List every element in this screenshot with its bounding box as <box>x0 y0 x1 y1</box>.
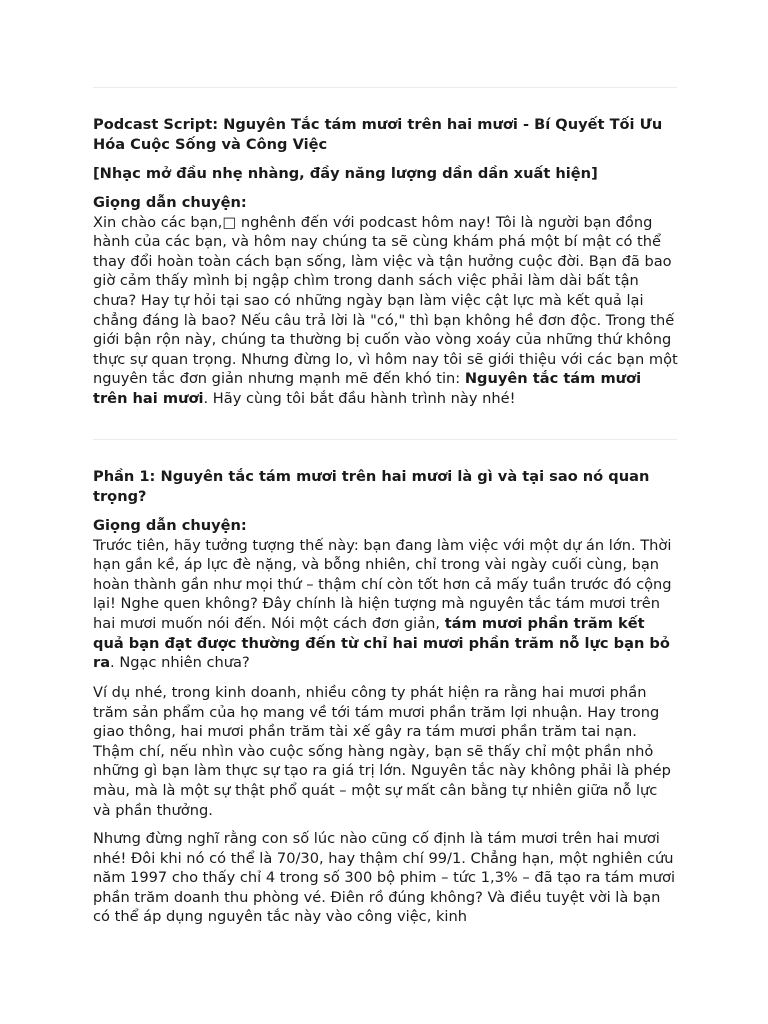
part1-paragraph-2: Ví dụ nhé, trong kinh doanh, nhiều công ty phát hiện ra rằng hai mươi phần trăm sản phẩm của họ mang về tới tám mươi phần trăm lợi nhuận. Hay trong giao thông, hai mươi phần trăm tài xế gây ra tám mươi phần trăm tai nạn. Thậm chí, nếu nhìn vào cuộc sống hàng ngày, bạn sẽ thấy chỉ một phần nhỏ những gì bạn làm thực sự tạo ra giá trị lớn. Nguyên tắc này không phải là phép màu, mà là một sự thật phổ quát – một sự mất cân bằng tự nhiên giữa nỗ lực và phần thưởng. <box>93 684 671 819</box>
part1-p1-text-start: Trước tiên, hãy tưởng tượng thế này: bạn đang làm việc với một dự án lớn. Thời hạn gần kề, áp lực đè nặng, và bỗng nhiên, chỉ trong vài ngày cuối cùng, bạn hoàn thành gần như mọi thứ – thậm chí còn tốt hơn cả mấy tuần trước đó cộng lại! Nghe quen không? Đây chính là hiện tượng mà nguyên tắc tám mươi trên hai mươi muốn nói đến. Nói một cách đơn giản, <box>93 536 672 632</box>
part1-paragraph-3: Nhưng đừng nghĩ rằng con số lúc nào cũng cố định là tám mươi trên hai mươi nhé! Đôi khi nó có thể là 70/30, hay thậm chí 99/1. Chẳng hạn, một nghiên cứu năm 1997 cho thấy chỉ 4 trong số 300 bộ phim – tức 1,3% – đã tạo ra tám mươi phần trăm doanh thu phòng vé. Điên rồ đúng không? Và điều tuyệt vời là bạn có thể áp dụng nguyên tắc này vào công việc, kinh <box>93 830 675 926</box>
part1-p1-text-end: . Ngạc nhiên chưa? <box>110 654 250 672</box>
intro-text-highlight: Nguyên tắc tám mươi trên hai mươi <box>93 370 642 407</box>
section-divider <box>93 439 677 440</box>
part1-speaker-label: Giọng dẫn chuyện: <box>93 517 247 534</box>
intro-text-end: . Hãy cùng tôi bắt đầu hành trình này nhé! <box>203 389 516 407</box>
intro-music-note: [Nhạc mở đầu nhẹ nhàng, đầy năng lượng dần dần xuất hiện] <box>93 165 598 182</box>
top-divider <box>93 87 677 88</box>
part1-heading: Phần 1: Nguyên tắc tám mươi trên hai mươi là gì và tại sao nó quan trọng? <box>93 468 650 505</box>
part1-section <box>93 516 678 673</box>
intro-paragraph <box>93 213 678 409</box>
part1-p1-text-highlight: tám mươi phần trăm kết quả bạn đạt được thường đến từ chỉ hai mươi phần trăm nỗ lực bạn bỏ ra <box>93 614 670 672</box>
document-title: Podcast Script: Nguyên Tắc tám mươi trên hai mươi - Bí Quyết Tối Ưu Hóa Cuộc Sống và Công Việc <box>93 116 663 153</box>
part1-paragraph-1 <box>93 536 678 673</box>
intro-section <box>93 193 678 409</box>
intro-text-start: Xin chào các bạn,□ nghênh đến với podcast hôm nay! Tôi là người bạn đồng hành của các bạn, và hôm nay chúng ta sẽ cùng khám phá một bí mật có thể thay đổi hoàn toàn cách bạn sống, làm việc và tận hưởng cuộc đời. Bạn đã bao giờ cảm thấy mình bị ngập chìm trong danh sách việc phải làm dài bất tận chưa? Hay tự hỏi tại sao có những ngày bạn làm việc cật lực mà kết quả lại chẳng đáng là bao? Nếu câu trả lời là "có," thì bạn không hề đơn độc. Trong thế giới bận rộn này, chúng ta thường bị cuốn vào vòng xoáy của những thứ không thực sự quan trọng. Nhưng đừng lo, vì hôm nay tôi sẽ giới thiệu với các bạn một nguyên tắc đơn giản nhưng mạnh mẽ đến khó tin: <box>93 213 678 388</box>
intro-speaker-label: Giọng dẫn chuyện: <box>93 194 247 211</box>
